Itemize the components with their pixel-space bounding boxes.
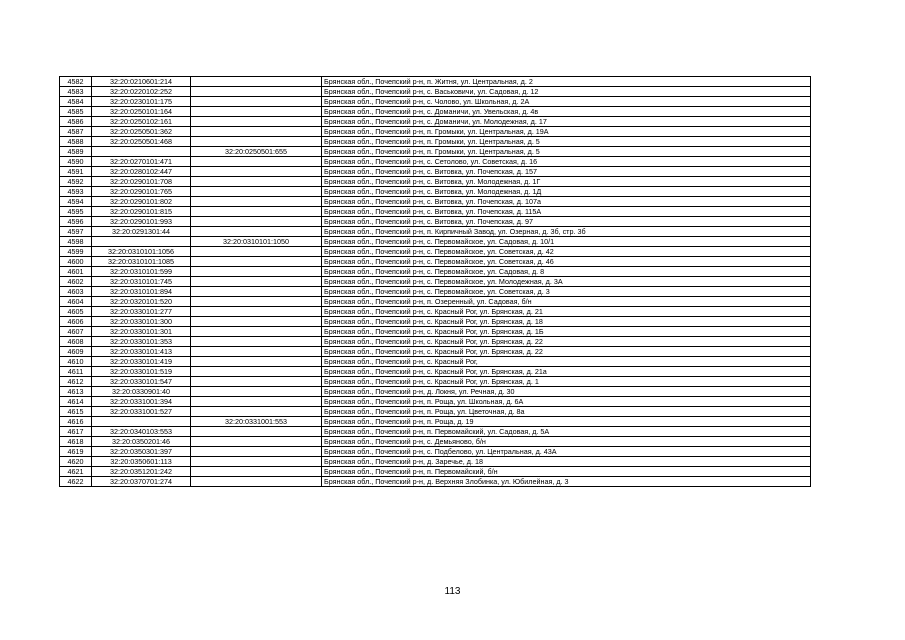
row-number-cell: 4602	[60, 277, 92, 287]
row-number-cell: 4582	[60, 77, 92, 87]
cadastral-number-cell: 32:20:0290101:708	[92, 177, 191, 187]
table-row	[60, 107, 811, 117]
cadastral-number-cell: 32:20:0291301:44	[92, 227, 191, 237]
table-row	[60, 307, 811, 317]
table-row	[60, 157, 811, 167]
cadastral-number-alt-cell	[191, 377, 322, 387]
cadastral-number-alt-cell	[191, 307, 322, 317]
registry-table	[59, 76, 811, 487]
cadastral-number-cell: 32:20:0370701:274	[92, 477, 191, 487]
cadastral-number-cell: 32:20:0330101:300	[92, 317, 191, 327]
cadastral-number-cell: 32:20:0320101:520	[92, 297, 191, 307]
cadastral-number-cell: 32:20:0290101:815	[92, 207, 191, 217]
cadastral-number-alt-cell	[191, 297, 322, 307]
table-row	[60, 117, 811, 127]
cadastral-number-alt-cell	[191, 347, 322, 357]
cadastral-number-cell: 32:20:0330101:353	[92, 337, 191, 347]
cadastral-number-alt-cell	[191, 217, 322, 227]
cadastral-number-cell: 32:20:0310101:894	[92, 287, 191, 297]
address-cell: Брянская обл., Почепский р-н, с. Сетолово, ул. Советская, д. 16	[322, 157, 811, 167]
row-number-cell: 4591	[60, 167, 92, 177]
cadastral-number-alt-cell	[191, 367, 322, 377]
cadastral-number-cell: 32:20:0330101:419	[92, 357, 191, 367]
row-number-cell: 4617	[60, 427, 92, 437]
row-number-cell: 4612	[60, 377, 92, 387]
cadastral-number-cell: 32:20:0250501:468	[92, 137, 191, 147]
cadastral-number-alt-cell	[191, 467, 322, 477]
table-row	[60, 317, 811, 327]
table-row	[60, 127, 811, 137]
row-number-cell: 4594	[60, 197, 92, 207]
table-row	[60, 217, 811, 227]
table-row	[60, 187, 811, 197]
address-cell: Брянская обл., Почепский р-н, с. Красный Рог, ул. Брянская, д. 18	[322, 317, 811, 327]
cadastral-number-alt-cell	[191, 327, 322, 337]
address-cell: Брянская обл., Почепский р-н, с. Красный Рог, ул. Брянская, д. 22	[322, 337, 811, 347]
row-number-cell: 4622	[60, 477, 92, 487]
table-row	[60, 197, 811, 207]
cadastral-number-alt-cell	[191, 447, 322, 457]
row-number-cell: 4609	[60, 347, 92, 357]
cadastral-number-cell: 32:20:0350301:397	[92, 447, 191, 457]
table-row	[60, 407, 811, 417]
cadastral-number-alt-cell	[191, 77, 322, 87]
cadastral-number-alt-cell	[191, 427, 322, 437]
cadastral-number-alt-cell	[191, 137, 322, 147]
cadastral-number-cell: 32:20:0280102:447	[92, 167, 191, 177]
row-number-cell: 4606	[60, 317, 92, 327]
row-number-cell: 4611	[60, 367, 92, 377]
address-cell: Брянская обл., Почепский р-н, с. Первомайское, ул. Молодежная, д. 3А	[322, 277, 811, 287]
cadastral-number-cell: 32:20:0330101:547	[92, 377, 191, 387]
address-cell: Брянская обл., Почепский р-н, с. Красный Рог, ул. Брянская, д. 22	[322, 347, 811, 357]
table-row	[60, 397, 811, 407]
row-number-cell: 4604	[60, 297, 92, 307]
address-cell: Брянская обл., Почепский р-н, с. Витовка, ул. Молодежная, д. 1Д	[322, 187, 811, 197]
cadastral-number-cell	[92, 147, 191, 157]
address-cell: Брянская обл., Почепский р-н, п. Первомайский, б/н	[322, 467, 811, 477]
address-cell: Брянская обл., Почепский р-н, с. Красный Рог,	[322, 357, 811, 367]
row-number-cell: 4621	[60, 467, 92, 477]
row-number-cell: 4583	[60, 87, 92, 97]
row-number-cell: 4607	[60, 327, 92, 337]
cadastral-number-cell: 32:20:0290101:993	[92, 217, 191, 227]
registry-table-body	[60, 77, 811, 487]
address-cell: Брянская обл., Почепский р-н, с. Первомайское, ул. Советская, д. 3	[322, 287, 811, 297]
cadastral-number-alt-cell	[191, 177, 322, 187]
cadastral-number-cell: 32:20:0330101:277	[92, 307, 191, 317]
table-row	[60, 247, 811, 257]
cadastral-number-alt-cell	[191, 97, 322, 107]
row-number-cell: 4598	[60, 237, 92, 247]
address-cell: Брянская обл., Почепский р-н, с. Витовка, ул. Почепская, д. 115А	[322, 207, 811, 217]
address-cell: Брянская обл., Почепский р-н, с. Витовка, ул. Почепская, д. 97	[322, 217, 811, 227]
cadastral-number-alt-cell	[191, 117, 322, 127]
address-cell: Брянская обл., Почепский р-н, с. Красный Рог, ул. Брянская, д. 1Б	[322, 327, 811, 337]
row-number-cell: 4595	[60, 207, 92, 217]
table-row	[60, 477, 811, 487]
cadastral-number-cell: 32:20:0290101:802	[92, 197, 191, 207]
cadastral-number-cell: 32:20:0250501:362	[92, 127, 191, 137]
cadastral-number-alt-cell	[191, 317, 322, 327]
address-cell: Брянская обл., Почепский р-н, с. Васьковичи, ул. Садовая, д. 12	[322, 87, 811, 97]
row-number-cell: 4590	[60, 157, 92, 167]
cadastral-number-alt-cell	[191, 167, 322, 177]
cadastral-number-alt-cell	[191, 457, 322, 467]
cadastral-number-alt-cell	[191, 477, 322, 487]
table-row	[60, 337, 811, 347]
row-number-cell: 4589	[60, 147, 92, 157]
cadastral-number-alt-cell	[191, 87, 322, 97]
row-number-cell: 4586	[60, 117, 92, 127]
row-number-cell: 4610	[60, 357, 92, 367]
address-cell: Брянская обл., Почепский р-н, п. Роща, ул. Школьная, д. 6А	[322, 397, 811, 407]
row-number-cell: 4584	[60, 97, 92, 107]
address-cell: Брянская обл., Почепский р-н, с. Первомайское, ул. Советская, д. 42	[322, 247, 811, 257]
table-row	[60, 457, 811, 467]
address-cell: Брянская обл., Почепский р-н, с. Первомайское, ул. Советская, д. 46	[322, 257, 811, 267]
table-row	[60, 347, 811, 357]
row-number-cell: 4618	[60, 437, 92, 447]
cadastral-number-cell	[92, 237, 191, 247]
address-cell: Брянская обл., Почепский р-н, п. Озеренный, ул. Садовая, б/н	[322, 297, 811, 307]
cadastral-number-cell: 32:20:0310101:599	[92, 267, 191, 277]
row-number-cell: 4616	[60, 417, 92, 427]
cadastral-number-alt-cell	[191, 127, 322, 137]
cadastral-number-cell: 32:20:0310101:745	[92, 277, 191, 287]
cadastral-number-alt-cell	[191, 337, 322, 347]
table-row	[60, 237, 811, 247]
address-cell: Брянская обл., Почепский р-н, с. Доманичи, ул. Увельская, д. 4в	[322, 107, 811, 117]
cadastral-number-alt-cell	[191, 397, 322, 407]
table-row	[60, 387, 811, 397]
address-cell: Брянская обл., Почепский р-н, п. Житня, ул. Центральная, д. 2	[322, 77, 811, 87]
cadastral-number-cell: 32:20:0330101:519	[92, 367, 191, 377]
address-cell: Брянская обл., Почепский р-н, с. Подбелово, ул. Центральная, д. 43А	[322, 447, 811, 457]
address-cell: Брянская обл., Почепский р-н, с. Первомайское, ул. Садовая, д. 8	[322, 267, 811, 277]
cadastral-number-alt-cell	[191, 387, 322, 397]
address-cell: Брянская обл., Почепский р-н, п. Громыки, ул. Центральная, д. 5	[322, 137, 811, 147]
table-row	[60, 297, 811, 307]
address-cell: Брянская обл., Почепский р-н, п. Громыки, ул. Центральная, д. 5	[322, 147, 811, 157]
cadastral-number-alt-cell	[191, 277, 322, 287]
cadastral-number-cell: 32:20:0270101:471	[92, 157, 191, 167]
table-row	[60, 287, 811, 297]
cadastral-number-cell: 32:20:0331001:394	[92, 397, 191, 407]
address-cell: Брянская обл., Почепский р-н, с. Красный Рог, ул. Брянская, д. 1	[322, 377, 811, 387]
address-cell: Брянская обл., Почепский р-н, п. Первомайский, ул. Садовая, д. 5А	[322, 427, 811, 437]
cadastral-number-alt-cell	[191, 227, 322, 237]
table-row	[60, 447, 811, 457]
cadastral-number-alt-cell	[191, 437, 322, 447]
cadastral-number-cell: 32:20:0250101:164	[92, 107, 191, 117]
table-row	[60, 227, 811, 237]
cadastral-number-alt-cell	[191, 287, 322, 297]
cadastral-number-alt-cell	[191, 187, 322, 197]
table-row	[60, 137, 811, 147]
cadastral-number-cell: 32:20:0330101:301	[92, 327, 191, 337]
cadastral-number-cell: 32:20:0351201:242	[92, 467, 191, 477]
cadastral-number-alt-cell	[191, 247, 322, 257]
cadastral-number-alt-cell	[191, 267, 322, 277]
cadastral-number-alt-cell	[191, 197, 322, 207]
address-cell: Брянская обл., Почепский р-н, с. Витовка, ул. Почепская, д. 107а	[322, 197, 811, 207]
row-number-cell: 4603	[60, 287, 92, 297]
row-number-cell: 4596	[60, 217, 92, 227]
cadastral-number-cell	[92, 417, 191, 427]
row-number-cell: 4620	[60, 457, 92, 467]
row-number-cell: 4599	[60, 247, 92, 257]
table-row	[60, 367, 811, 377]
table-row	[60, 277, 811, 287]
table-row	[60, 327, 811, 337]
cadastral-number-alt-cell: 32:20:0250501:655	[191, 147, 322, 157]
row-number-cell: 4608	[60, 337, 92, 347]
address-cell: Брянская обл., Почепский р-н, с. Красный Рог, ул. Брянская, д. 21а	[322, 367, 811, 377]
page-number: 113	[444, 586, 461, 597]
address-cell: Брянская обл., Почепский р-н, д. Заречье, д. 18	[322, 457, 811, 467]
table-row	[60, 87, 811, 97]
cadastral-number-cell: 32:20:0250102:161	[92, 117, 191, 127]
row-number-cell: 4588	[60, 137, 92, 147]
cadastral-number-cell: 32:20:0210601:214	[92, 77, 191, 87]
cadastral-number-cell: 32:20:0220102:252	[92, 87, 191, 97]
table-row	[60, 437, 811, 447]
cadastral-number-alt-cell	[191, 257, 322, 267]
address-cell: Брянская обл., Почепский р-н, с. Красный Рог, ул. Брянская, д. 21	[322, 307, 811, 317]
cadastral-number-cell: 32:20:0290101:765	[92, 187, 191, 197]
cadastral-number-cell: 32:20:0350201:46	[92, 437, 191, 447]
table-row	[60, 167, 811, 177]
address-cell: Брянская обл., Почепский р-н, с. Витовка, ул. Почепская, д. 157	[322, 167, 811, 177]
row-number-cell: 4601	[60, 267, 92, 277]
address-cell: Брянская обл., Почепский р-н, п. Громыки, ул. Центральная, д. 19А	[322, 127, 811, 137]
cadastral-number-alt-cell	[191, 407, 322, 417]
row-number-cell: 4593	[60, 187, 92, 197]
row-number-cell: 4619	[60, 447, 92, 457]
cadastral-number-cell: 32:20:0330901:40	[92, 387, 191, 397]
table-row	[60, 97, 811, 107]
table-row	[60, 77, 811, 87]
cadastral-number-cell: 32:20:0340103:553	[92, 427, 191, 437]
table-row	[60, 177, 811, 187]
address-cell: Брянская обл., Почепский р-н, д. Верхняя Злобинка, ул. Юбилейная, д. 3	[322, 477, 811, 487]
cadastral-number-cell: 32:20:0230101:175	[92, 97, 191, 107]
cadastral-number-alt-cell	[191, 107, 322, 117]
row-number-cell: 4613	[60, 387, 92, 397]
table-row	[60, 257, 811, 267]
cadastral-number-cell: 32:20:0330101:413	[92, 347, 191, 357]
table-row	[60, 417, 811, 427]
cadastral-number-cell: 32:20:0350601:113	[92, 457, 191, 467]
address-cell: Брянская обл., Почепский р-н, п. Кирпичный Завод, ул. Озерная, д. 3б, стр. 3б	[322, 227, 811, 237]
row-number-cell: 4615	[60, 407, 92, 417]
address-cell: Брянская обл., Почепский р-н, п. Роща, ул. Цветочная, д. 8а	[322, 407, 811, 417]
row-number-cell: 4587	[60, 127, 92, 137]
row-number-cell: 4585	[60, 107, 92, 117]
address-cell: Брянская обл., Почепский р-н, с. Доманичи, ул. Молодежная, д. 17	[322, 117, 811, 127]
address-cell: Брянская обл., Почепский р-н, с. Чолово, ул. Школьная, д. 2А	[322, 97, 811, 107]
cadastral-number-alt-cell	[191, 157, 322, 167]
address-cell: Брянская обл., Почепский р-н, д. Локня, ул. Речная, д. 30	[322, 387, 811, 397]
table-row	[60, 357, 811, 367]
table-row	[60, 207, 811, 217]
address-cell: Брянская обл., Почепский р-н, с. Витовка, ул. Молодежная, д. 1Г	[322, 177, 811, 187]
table-row	[60, 147, 811, 157]
row-number-cell: 4600	[60, 257, 92, 267]
row-number-cell: 4614	[60, 397, 92, 407]
cadastral-number-cell: 32:20:0310101:1085	[92, 257, 191, 267]
table-row	[60, 377, 811, 387]
address-cell: Брянская обл., Почепский р-н, п. Роща, д. 19	[322, 417, 811, 427]
cadastral-number-cell: 32:20:0331001:527	[92, 407, 191, 417]
address-cell: Брянская обл., Почепский р-н, с. Демьяново, б/н	[322, 437, 811, 447]
cadastral-number-alt-cell	[191, 357, 322, 367]
table-row	[60, 427, 811, 437]
cadastral-number-cell: 32:20:0310101:1056	[92, 247, 191, 257]
cadastral-number-alt-cell	[191, 207, 322, 217]
row-number-cell: 4605	[60, 307, 92, 317]
table-row	[60, 267, 811, 277]
cadastral-number-alt-cell: 32:20:0331001:553	[191, 417, 322, 427]
cadastral-number-alt-cell: 32:20:0310101:1050	[191, 237, 322, 247]
row-number-cell: 4597	[60, 227, 92, 237]
address-cell: Брянская обл., Почепский р-н, с. Первомайское, ул. Садовая, д. 10/1	[322, 237, 811, 247]
row-number-cell: 4592	[60, 177, 92, 187]
table-row	[60, 467, 811, 477]
